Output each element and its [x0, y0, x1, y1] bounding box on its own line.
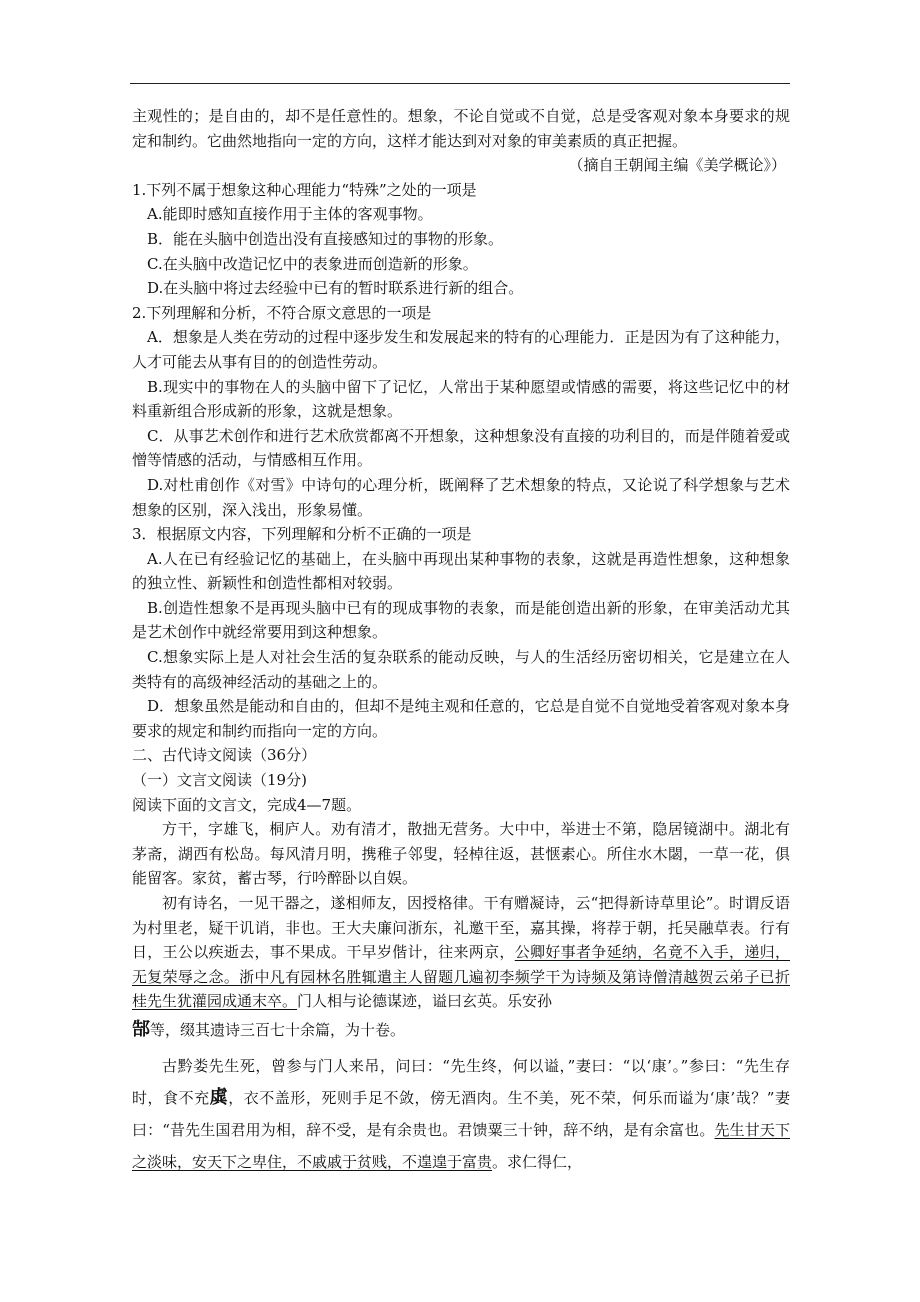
- passage-tail: 主观性的；是自由的，却不是任意性的。想象，不论自觉或不自觉，总是受客观对象本身要求的规定和制约。它曲然地指向一定的方向，这样才能达到对对象的审美素质的真正把握。: [132, 107, 790, 150]
- classical-paragraph-1: 方干，字雄飞，桐庐人。劝有清才，散拙无营务。大中中，举进士不第，隐居镜湖中。湖北有茅斋，湖西有松岛。每风清月明，携稚子邻叟，轻棹往返，甚惬素心。所住水木閟，一草一花，俱能留客。家贫，蓄古琴，行吟醉卧以自娱。: [132, 820, 790, 888]
- classical-paragraph-2-end: [132, 1014, 790, 1046]
- question-1-stem: 1.下列不属于想象这种心理能力“特殊”之处的一项是: [132, 180, 477, 199]
- classical-p3-underlined: 先生甘天下之淡味，安天下之卑住，不戚戚于贫贱，不遑遑于富贵: [132, 1120, 790, 1171]
- classical-p2-text-c: 等，缀其遗诗三百七十余篇，为十卷。: [150, 1020, 406, 1039]
- question-2-option-c: C．从事艺术创作和进行艺术欣赏都离不开想象，这种想象没有直接的功利目的，而是伴随着爱或憎等情感的活动，与情感相互作用。: [132, 426, 790, 470]
- classical-p3-text-b: ，衣不盖形，死则手足不敛，傍无酒肉。生不美，死不荣，何乐而谥为‘康’哉？”妻曰：“昔先生国君用为相，辞不受，是有余贵也。君馈粟三十钟，辞不纳，是有余富也。: [132, 1088, 790, 1139]
- document-body: [132, 104, 790, 1178]
- question-1-option-b: B．能在头脑中创造出没有直接感知过的事物的形象。: [147, 229, 504, 248]
- classical-paragraph-2: [132, 891, 790, 1014]
- section-2-instruction: 阅读下面的文言文，完成4—7题。: [132, 795, 362, 814]
- classical-p3-text-a: 古黔娄先生死，曾参与门人来吊，问曰：“先生终，何以谥，”妻曰：“以‘康’。”参曰：“先生存时，食不充: [132, 1056, 790, 1107]
- classical-paragraph-3: [132, 1050, 790, 1178]
- classical-p3-text-c: 。求仁得仁，: [492, 1152, 583, 1171]
- question-3-stem: 3．根据原文内容，下列理解和分析不正确的一项是: [132, 525, 472, 544]
- classical-p3-large-char: 虡: [209, 1086, 229, 1108]
- section-2-subtitle: （一）文言文阅读（19分): [132, 771, 307, 790]
- question-3-option-b: B.创造性想象不是再现头脑中已有的现成事物的表象，而是能创造出新的形象，在审美活动尤其是艺术创作中就经常要用到这种想象。: [132, 598, 790, 642]
- classical-p2-text-a: 初有诗名，一见干器之，遂相师友，因授格律。干有赠凝诗，云“把得新诗草里论”。时谓反语为村里老，疑干讥诮，非也。王大夫廉问浙东，礼邀干至，嘉其操，将荐于朝，托吴融草表。行有日，王公以疾逝去，事不果成。干早岁偕计，往来两京，: [132, 894, 790, 962]
- classical-p2-text-b: 门人相与论德谋迹，谥曰玄英。乐安孙: [297, 992, 553, 1011]
- question-1-option-c: C.在头脑中改造记忆中的表象进而创造新的形象。: [147, 254, 478, 273]
- section-2-title: 二、古代诗文阅读（36分）: [132, 746, 317, 765]
- question-2-option-b: B.现实中的事物在人的头脑中留下了记忆，人常出于某种愿望或情感的需要，将这些记忆中的材料重新组合形成新的形象，这就是想象。: [132, 377, 790, 421]
- passage-source: （摘自王朝闻主编《美学概论》）: [568, 156, 786, 175]
- header-rule: [130, 83, 790, 84]
- question-1-option-d: D.在头脑中将过去经验中已有的暂时联系进行新的组合。: [147, 279, 524, 298]
- classical-p2-underlined: 公卿好事者争延纳，名竟不入手，递归，无复荣辱之念。浙中凡有园林名胜辄遣主人留题几遍初李频学干为诗频及第诗僧清越贺云弟子已折桂先生犹灌园成通末卒。: [132, 943, 790, 1011]
- question-2-option-d: D.对杜甫创作《对雪》中诗句的心理分析，既阐释了艺术想象的特点，又论说了科学想象与艺术想象的区别，深入浅出，形象易懂。: [132, 475, 790, 519]
- question-3-option-c: C.想象实际上是人对社会生活的复杂联系的能动反映，与人的生活经历密切相关，它是建立在人类特有的高级神经活动的基础之上的。: [132, 648, 790, 691]
- classical-p2-large-char: 郜: [132, 1018, 150, 1040]
- question-3-option-d: D．想象虽然是能动和自由的，但却不是纯主观和任意的，它总是自觉不自觉地受着客观对象本身要求的规定和制约而指向一定的方向。: [132, 697, 790, 740]
- question-2-stem: 2.下列理解和分析，不符合原文意思的一项是: [132, 303, 432, 322]
- question-3-option-a: A.人在已有经验记忆的基础上，在头脑中再现出某种事物的表象，这就是再造性想象，这种想象的独立性、新颖性和创造性都相对较弱。: [132, 549, 790, 593]
- question-1-option-a: A.能即时感知直接作用于主体的客观事物。: [147, 205, 433, 224]
- question-2-option-a: A．想象是人类在劳动的过程中逐步发生和发展起来的特有的心理能力．正是因为有了这种能力，人才可能去从事有目的的创造性劳动。: [132, 328, 790, 371]
